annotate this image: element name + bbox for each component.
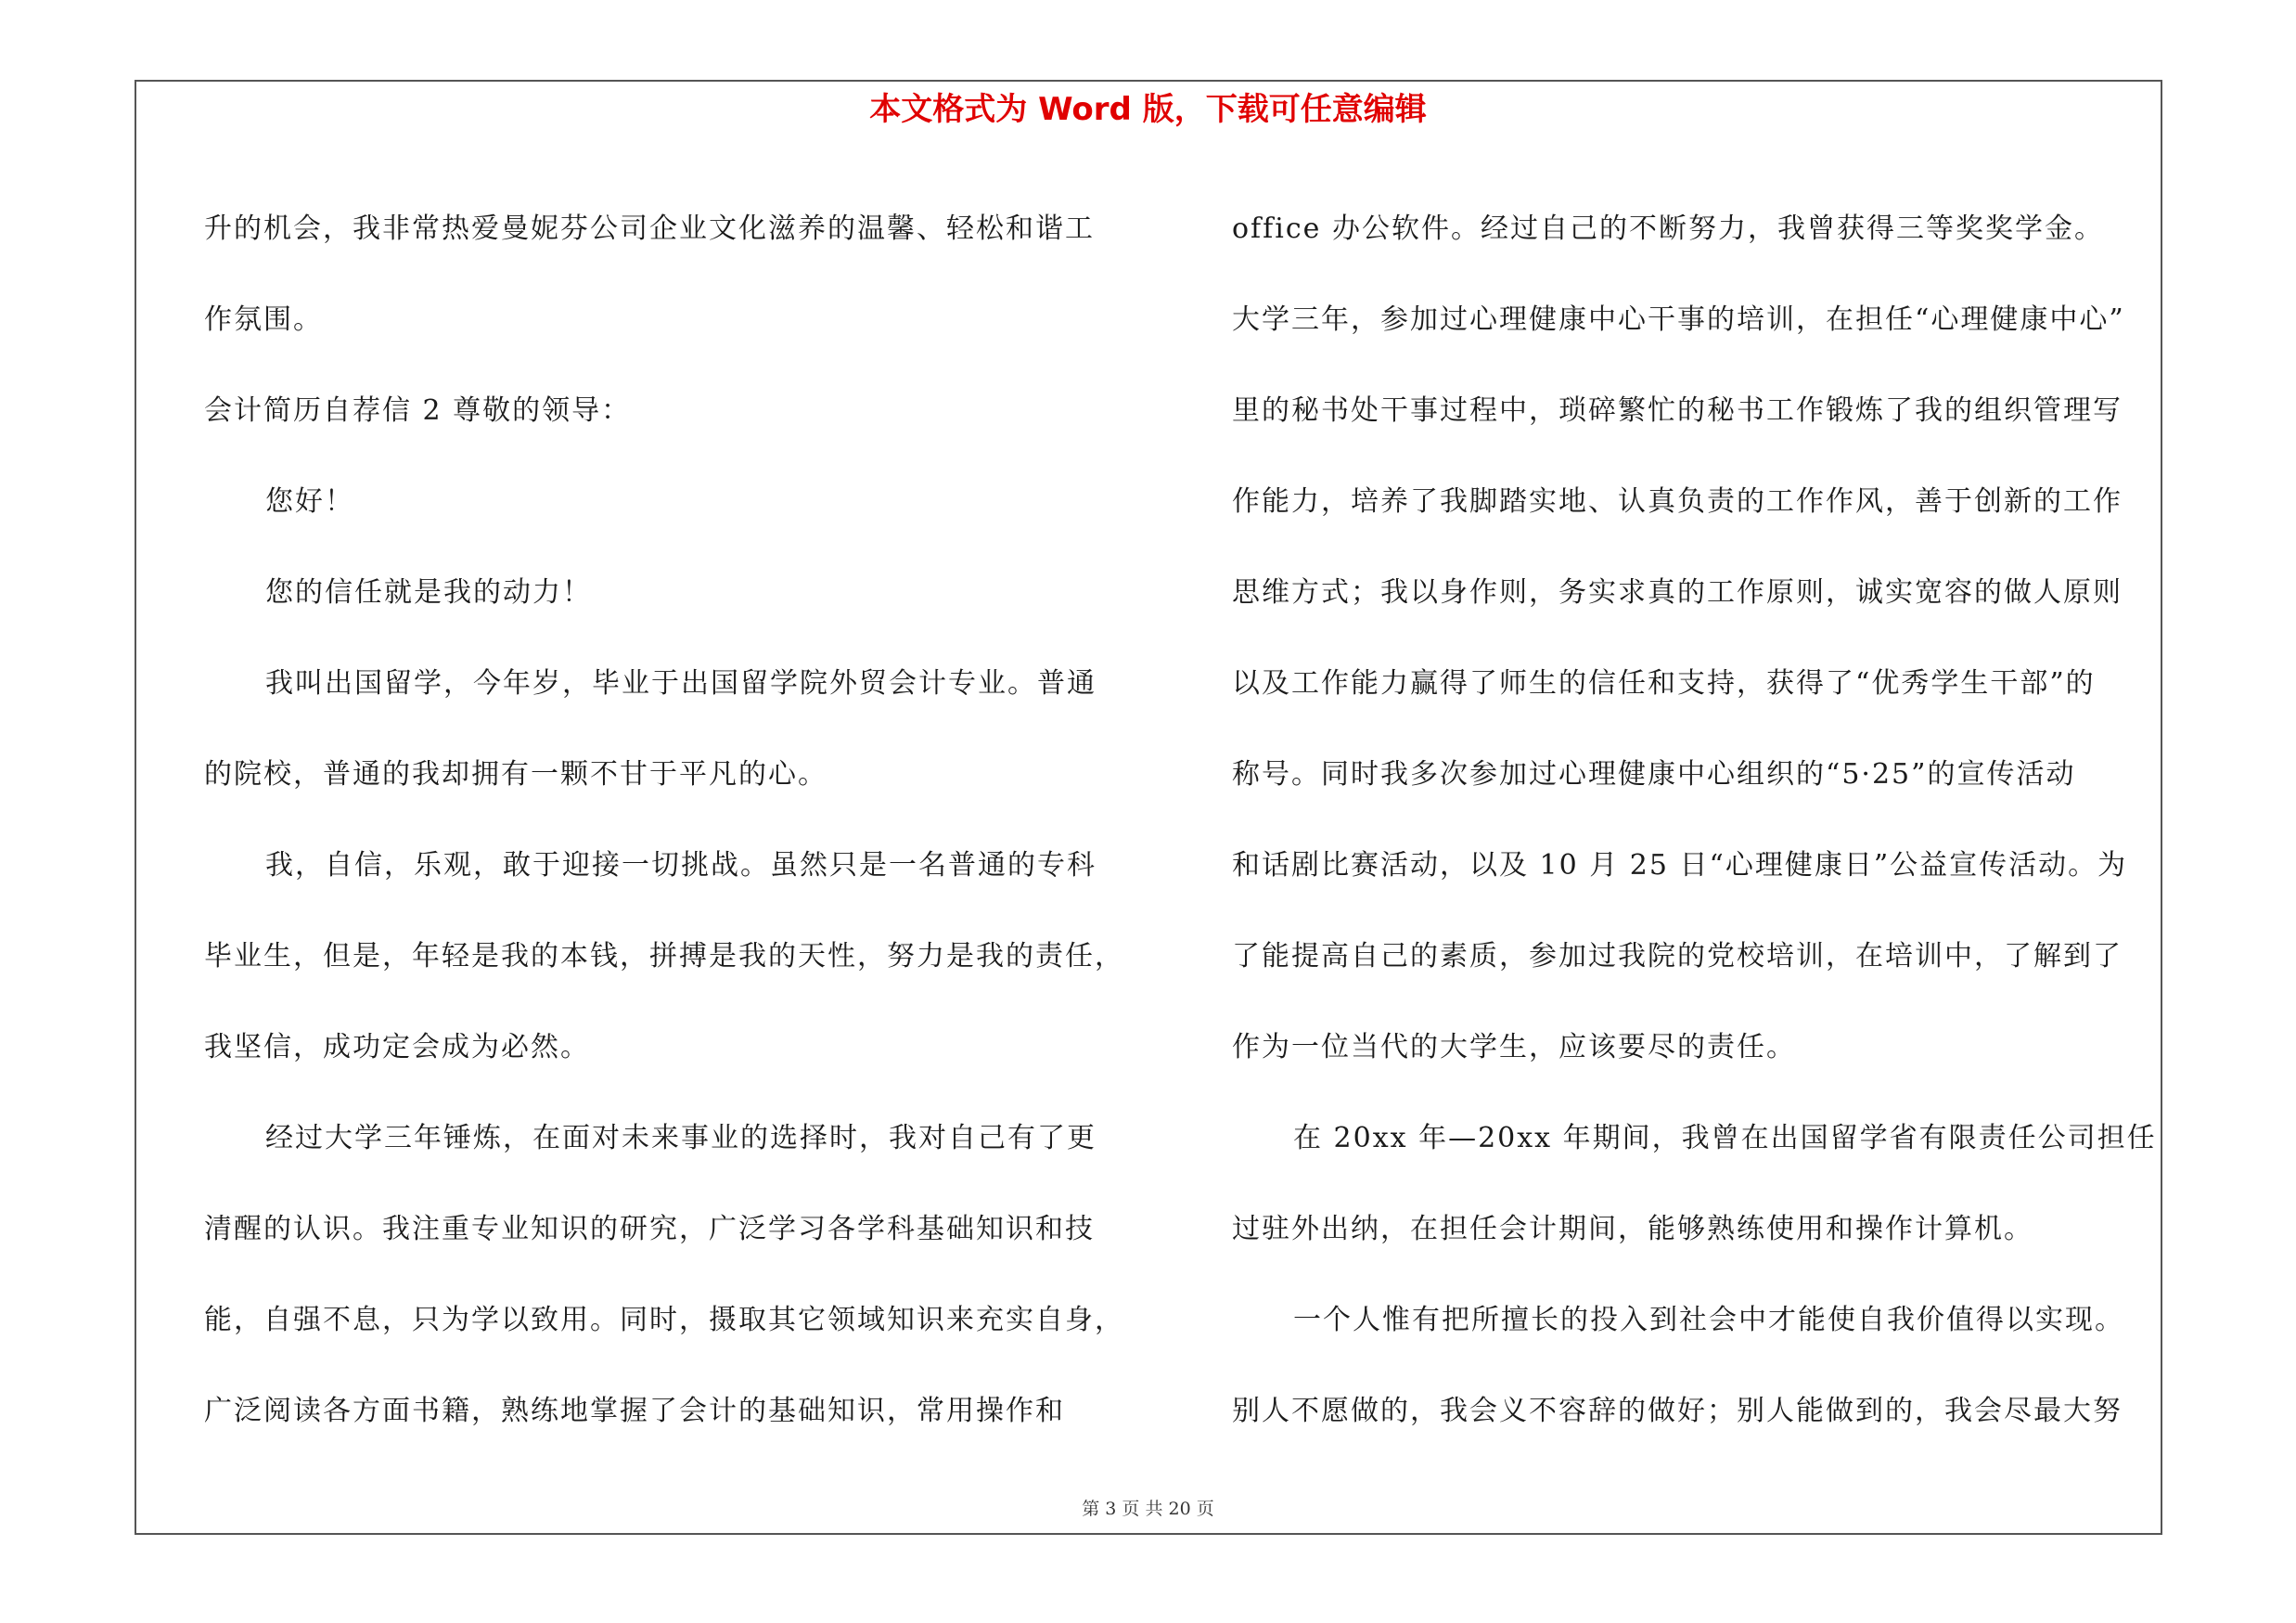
text-line: 广泛阅读各方面书籍，熟练地掌握了会计的基础知识，常用操作和: [204, 1395, 1065, 1427]
left-column: [204, 184, 1132, 1457]
current-page-number: 3: [1105, 1499, 1117, 1519]
word-format-banner: 本文格式为 Word 版，下载可任意编辑: [869, 91, 1427, 128]
text-line: 大学三年，参加过心理健康中心干事的培训，在担任“心理健康中心”: [1232, 303, 2125, 336]
text-line: 升的机会，我非常热爱曼妮芬公司企业文化滋养的温馨、轻松和谐工: [204, 213, 1095, 245]
text-line: office 办公软件。经过自己的不断努力，我曾获得三等奖奖学金。: [1232, 213, 2104, 245]
text-line: 我坚信，成功定会成为必然。: [204, 1031, 590, 1063]
text-line: 我叫出国留学，今年岁，毕业于出国留学院外贸会计专业。普通: [265, 667, 1097, 700]
text-line: 会计简历自荐信 2 尊敬的领导：: [204, 394, 632, 427]
text-line: 您好！: [265, 485, 354, 518]
text-line: 毕业生，但是，年轻是我的本钱，拼搏是我的天性，努力是我的责任，: [204, 940, 1124, 973]
page-number-footer: [0, 1496, 2296, 1522]
text-line: 您的信任就是我的动力！: [265, 576, 592, 609]
text-line: 了能提高自己的素质，参加过我院的党校培训，在培训中，了解到了: [1232, 940, 2123, 973]
total-page-count: 20: [1168, 1499, 1191, 1519]
text-line: 经过大学三年锤炼，在面对未来事业的选择时，我对自己有了更: [265, 1122, 1097, 1154]
text-line: 里的秘书处干事过程中，琐碎繁忙的秘书工作锻炼了我的组织管理写: [1232, 394, 2123, 427]
text-line: 清醒的认识。我注重专业知识的研究，广泛学习各学科基础知识和技: [204, 1213, 1095, 1245]
text-line: 思维方式；我以身作则，务实求真的工作原则，诚实宽容的做人原则: [1232, 576, 2123, 609]
footer-prefix: 第: [1082, 1499, 1100, 1519]
text-line: 以及工作能力赢得了师生的信任和支持，获得了“优秀学生干部”的: [1232, 667, 2096, 700]
text-line: 称号。同时我多次参加过心理健康中心组织的“5·25”的宣传活动: [1232, 758, 2076, 791]
text-line: 的院校，普通的我却拥有一颗不甘于平凡的心。: [204, 758, 827, 791]
footer-middle: 页 共: [1122, 1499, 1163, 1519]
right-column: [1232, 184, 2160, 1457]
text-line: 别人不愿做的，我会义不容辞的做好；别人能做到的，我会尽最大努: [1232, 1395, 2123, 1427]
text-line: 过驻外出纳，在担任会计期间，能够熟练使用和操作计算机。: [1232, 1213, 2033, 1245]
text-line: 和话剧比赛活动，以及 10 月 25 日“心理健康日”公益宣传活动。为: [1232, 849, 2128, 882]
text-line: 一个人惟有把所擅长的投入到社会中才能使自我价值得以实现。: [1293, 1304, 2124, 1336]
text-line: 作氛围。: [204, 303, 323, 336]
text-line: 我，自信，乐观，敢于迎接一切挑战。虽然只是一名普通的专科: [265, 849, 1097, 882]
text-line: 作能力，培养了我脚踏实地、认真负责的工作作风，善于创新的工作: [1232, 485, 2123, 518]
text-line: 能，自强不息，只为学以致用。同时，摄取其它领域知识来充实自身，: [204, 1304, 1124, 1336]
text-line: 作为一位当代的大学生，应该要尽的责任。: [1232, 1031, 1796, 1063]
footer-suffix: 页: [1196, 1499, 1214, 1519]
text-line: 在 20xx 年—20xx 年期间，我曾在出国留学省有限责任公司担任: [1293, 1122, 2157, 1154]
